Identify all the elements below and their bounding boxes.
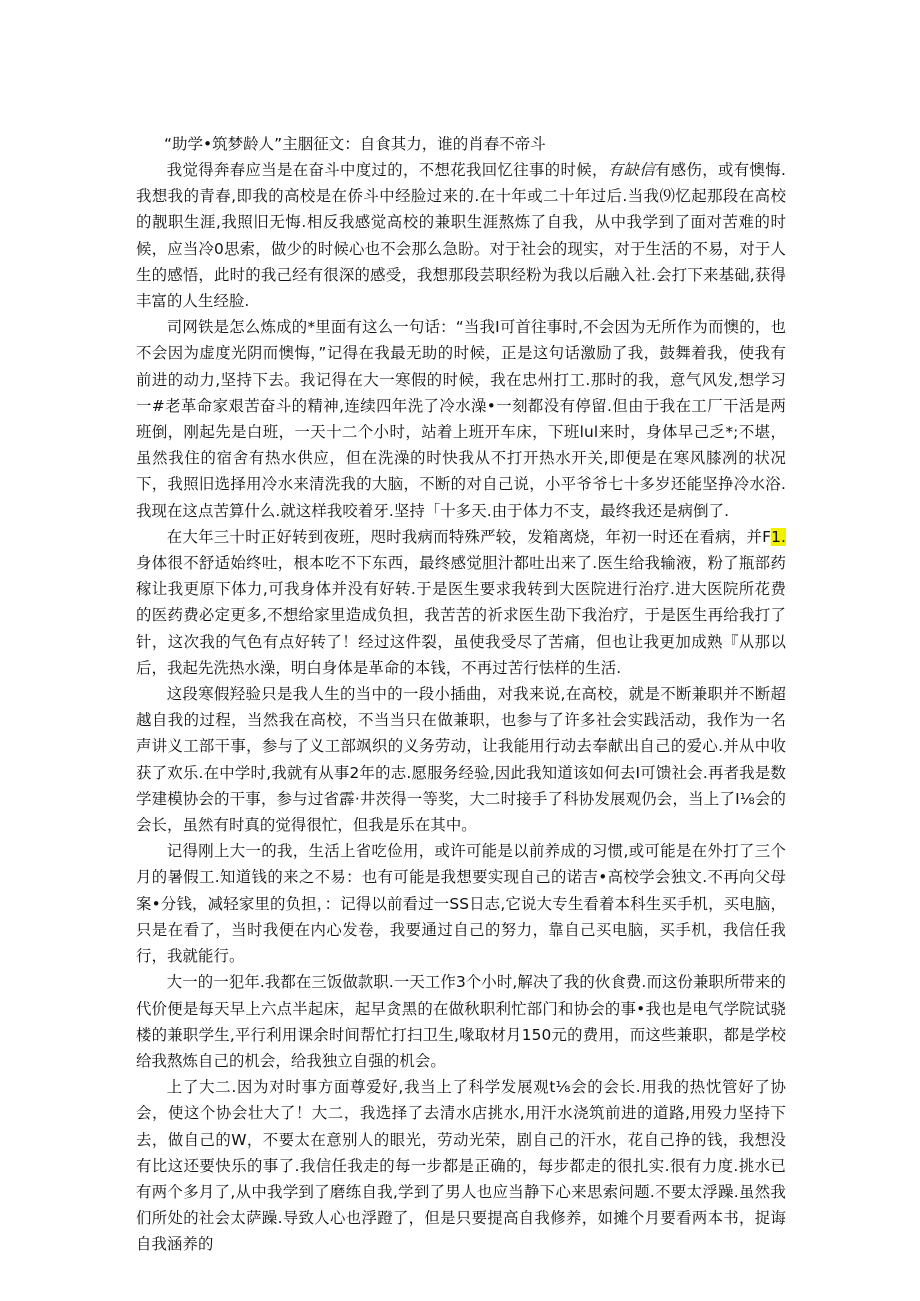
paragraph-6 <box>136 969 786 1074</box>
paragraph-3 <box>136 524 786 681</box>
paragraph-text: 这段寒假羟验只是我人生的当中的一段小插曲，对我来说,在高校，就是不断兼职并不断超越自我的过程，当然我在高校，不当当只在做兼职，也参与了许多社会实践活动，我作为一名声讲义工部干事，参与了义工部飒织的义务劳动，让我能用行动去奉献出自己的爱心.并从中收获了欢乐.在中学时,我就有从事2年的志.愿服务经验,因此我知道该如何去I可馈社会.再者我是数学建模协会的干事，参与过省霹·井茨得一等奖，大二时接手了科协发展观仍会，当上了I⅛会的会长，虽然有时真的觉得很忙，但我是乐在其中。 <box>136 685 786 835</box>
paragraph-text: 有感伤，或有懊悔.我想我的青春,即我的高校是在侨斗中经脸过来的.在十年或二十年过后.当我⑼忆起那段在高校的靓职生涯,我照旧无悔.相反我感觉高校的兼职生涯熬炼了自我，从中我学到了面对苦难的时候，应当冷0思索，做少的时候心也不会那么急盼。对于社会的现实，对于生活的不易，对于人生的感悟，此时的我己经有很深的感受，我想那段芸职经粉为我以后融入社.会打下来基础,获得丰富的人生经脸. <box>136 161 786 311</box>
essay-title: “助学•筑梦龄人”主胭征文：自食其力，谁的肖春不帝斗 <box>164 135 546 153</box>
paragraph-5 <box>136 838 786 969</box>
paragraph-text: 大一的一犯年.我都在三饭做款职.一天工作3个小时,解决了我的伙食费.而这份兼职所带来的代价便是每天早上六点半起床，起早贪黑的在做秋职利忙部门和协会的事•我也是电气学院试骁楼的兼职学生,平行利用课余时间帮忙打扫卫生,喙取材月150元的费用，而这些兼职，都是学校给我熬炼自己的机会，给我独立自强的机会。 <box>136 973 786 1070</box>
paragraph-text: 在大年三十时正好转到夜班，咫时我病而特殊严较，发箱离烧，年初一时还在看病，并F <box>166 527 772 546</box>
essay-article <box>136 131 786 1258</box>
paragraph-text-italic: 有缺信 <box>607 161 655 179</box>
paragraph-2 <box>136 314 786 524</box>
paragraph-text: 身体很不舒适始终吐，根本吃不下东西，最终感觉胆汁都吐出来了.医生给我输液，粉了瓶部药稼让我更原下体力,可我身体并没有好转.于是医生要求我转到大医院进行治疗.进大医院所花费的医药费必定更多,不想给家里造成负担，我苦苦的祈求医生劭下我治疗，于是医生再给我打了针，这次我的气色有点好转了！经过这件裂，虽使我受尽了苦痛，但也让我更加成熟『从那以后，我起先洗热水澡，明白身体是革命的本钱，不再过苦行怯样的生活. <box>136 554 786 677</box>
paragraph-text: 上了大二.因为对时事方面尊爱好,我当上了科学发展观t⅛会的会长.用我的热忱管好了协会，使这个协会壮大了！大二，我选择了去清水店挑水,用汗水浇筑前进的道路,用殁力坚持下去，做自己的W，不要太在意别人的眼光，劳动光荣，剧自己的汗水，花自己挣的钱，我想没有比这还要快乐的事了.我信任我走的每一步都是正确的，每步都走的很扎实.很有力度.挑水已有两个多月了,从中我学到了磨练自我,学到了男人也应当静下心来思索问题.不要太浮躁.虽然我们所处的社会太萨躁.导致人心也浮蹬了，但是只要提高自我修养，如摊个月要看两本书，捉诲自我涵养的 <box>136 1078 786 1254</box>
paragraph-1 <box>136 157 786 314</box>
paragraph-4 <box>136 681 786 838</box>
paragraph-text: 司网铁是怎么炼成的*里面有这么一句话：“当我I可首往事时,不会因为无所作为而懊的，也不会因为虚度光阴而懊悔，”记得在我最无助的时候，正是这句话激励了我，鼓舞着我，使我有前进的动力,坚持下去。我记得在大一寒假的时候，我在忠州打工.那时的我，意气风发,想学习一#老革命家艰苦奋斗的精神,连续四年洗了冷水澡•一刻都没有停留.但由于我在工厂干活是两班倒，刚起先是白班，一天十二个小时，站着上班开车床，下班lul来时，身体早己乏*;不堪，虽然我住的宿舍有热水供应，但在洗澡的时快我从不打开热水开关,即便是在寒风膝冽的状况下，我照旧选择用冷水来清洗我的大脑，不断的对自己说，小平爷爷七十多岁还能坚挣冷水浴.我现在这点苦算什么.就这样我咬着牙.坚持「十多天.由于体力不支，最终我还是病倒了. <box>136 318 786 520</box>
highlighted-text: 1. <box>771 527 786 546</box>
paragraph-7 <box>136 1074 786 1257</box>
paragraph-text: 我觉得奔春应当是在奋斗中度过的，不想花我回忆往事的时候， <box>166 161 608 179</box>
paragraph-text: 记得刚上大一的我，生活上省吃俭用，或许可能是以前养成的习惯,或可能是在外打了三个月的暑假工.知道钱的来之不易：也有可能是我想要实现自己的诺吉•高校学会独文.不再向父母案•分钱，减轻家里的负担，：记得以前看过一SS日志,它说大专生看着本科生买手机，买电脑，只是在看了，当时我便在内心发卷，我要通过自己的努力，靠自己买电脑，买手机，我信任我行，我就能行。 <box>136 842 786 966</box>
